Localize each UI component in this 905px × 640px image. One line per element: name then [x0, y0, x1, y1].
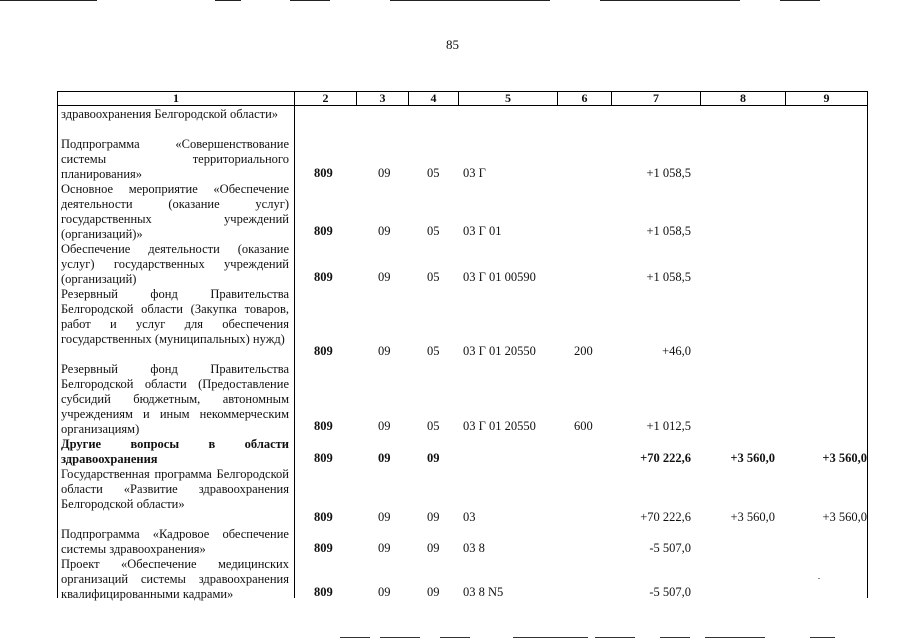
table-row: [58, 527, 867, 557]
row-description: Обеспечение деятельности (оказание услуг) государственных учреждений (организаций): [61, 242, 289, 286]
cell-target-article: 03 Г 01 20550: [463, 419, 536, 433]
cell-subsection: 05: [427, 224, 440, 238]
cell-expense-type: 200: [574, 344, 593, 358]
cell-ministry-code: 809: [314, 344, 333, 358]
table-row: [58, 557, 867, 602]
cell-amount-year2: +3 560,0: [730, 451, 775, 465]
row-description: здравоохранения Белгородской области»: [61, 107, 279, 121]
top-edge-rule: [390, 0, 550, 1]
cell-target-article: 03 8: [463, 541, 485, 555]
cell-amount: +1 058,5: [646, 270, 691, 284]
row-description: Другие вопросы в области здравоохранения: [61, 437, 289, 466]
table-row: [58, 137, 867, 182]
table-row: [58, 437, 867, 467]
header-col-8: 8: [700, 92, 785, 105]
cell-section: 09: [378, 510, 391, 524]
budget-table: [57, 91, 868, 601]
table-header-row: [58, 91, 867, 106]
row-description: Основное мероприятие «Обеспечение деятельности (оказание услуг) государственных учреждений (организаций)»: [61, 182, 289, 241]
bottom-edge-rule: [380, 637, 420, 638]
cell-section: 09: [378, 419, 391, 433]
top-edge-rule: [290, 0, 330, 1]
row-description: Резервный фонд Правительства Белгородской области (Закупка товаров, работ и услуг для обеспечения государственных (муниципальных) нужд): [61, 287, 289, 346]
row-description: Государственная программа Белгородской области «Развитие здравоохранения Белгородской области»: [61, 467, 289, 511]
top-edge-rule: [215, 0, 241, 1]
cell-subsection: 05: [427, 270, 440, 284]
bottom-edge-rule: [660, 637, 690, 638]
cell-ministry-code: 809: [314, 585, 333, 599]
cell-amount-year3: +3 560,0: [822, 510, 867, 524]
bottom-edge-rule: [513, 637, 588, 638]
cell-subsection: 09: [427, 451, 440, 465]
cell-subsection: 05: [427, 419, 440, 433]
cell-ministry-code: 809: [314, 451, 333, 465]
cell-ministry-code: 809: [314, 541, 333, 555]
top-edge-rule: [0, 0, 97, 1]
cell-subsection: 05: [427, 166, 440, 180]
cell-subsection: 09: [427, 541, 440, 555]
cell-target-article: 03: [463, 510, 476, 524]
cell-section: 09: [378, 270, 391, 284]
cell-ministry-code: 809: [314, 166, 333, 180]
table-row: [58, 242, 867, 287]
cell-ministry-code: 809: [314, 510, 333, 524]
cell-target-article: 03 Г: [463, 166, 486, 180]
header-col-4: 4: [408, 92, 458, 105]
cell-amount: +70 222,6: [640, 451, 691, 465]
row-description: Резервный фонд Правительства Белгородской области (Предоставление субсидий бюджетным, автономным учреждениям и иным некоммерческим организациям): [61, 362, 289, 436]
cell-amount-year3: +3 560,0: [822, 451, 867, 465]
cell-section: 09: [378, 166, 391, 180]
cell-amount: +70 222,6: [640, 510, 691, 524]
header-col-2: 2: [294, 92, 356, 105]
cell-amount: +46,0: [662, 344, 691, 358]
cell-target-article: 03 Г 01 20550: [463, 344, 536, 358]
cell-amount: +1 012,5: [646, 419, 691, 433]
page-number: 85: [446, 37, 459, 52]
bottom-edge-rule: [810, 637, 835, 638]
table-row: [58, 287, 867, 362]
header-col-6: 6: [557, 92, 611, 105]
cell-target-article: 03 8 N5: [463, 585, 504, 599]
cell-section: 09: [378, 344, 391, 358]
bottom-edge-rule: [440, 637, 470, 638]
scan-speck: [818, 578, 820, 579]
cell-expense-type: 600: [574, 419, 593, 433]
cell-subsection: 09: [427, 510, 440, 524]
bottom-edge-rule: [705, 637, 765, 638]
bottom-edge-rule: [340, 637, 370, 638]
table-row: [58, 467, 867, 527]
table-row: [58, 107, 867, 137]
cell-amount: -5 507,0: [649, 585, 691, 599]
cell-section: 09: [378, 585, 391, 599]
header-col-3: 3: [356, 92, 408, 105]
cell-ministry-code: 809: [314, 224, 333, 238]
header-col-9: 9: [785, 92, 867, 105]
cell-ministry-code: 809: [314, 270, 333, 284]
top-edge-rule: [780, 0, 820, 1]
table-row: [58, 362, 867, 437]
row-description: Подпрограмма «Кадровое обеспечение системы здравоохранения»: [61, 527, 289, 556]
cell-target-article: 03 Г 01 00590: [463, 270, 536, 284]
cell-amount: +1 058,5: [646, 224, 691, 238]
header-col-1: 1: [173, 91, 179, 105]
cell-subsection: 09: [427, 585, 440, 599]
cell-target-article: 03 Г 01: [463, 224, 502, 238]
header-col-5: 5: [458, 92, 557, 105]
cell-amount-year2: +3 560,0: [730, 510, 775, 524]
cell-subsection: 05: [427, 344, 440, 358]
header-col-7: 7: [611, 92, 700, 105]
row-description: Проект «Обеспечение медицинских организаций системы здравоохранения квалифицированными кадрами»: [61, 557, 289, 601]
cell-section: 09: [378, 541, 391, 555]
table-row: [58, 182, 867, 242]
bottom-edge-rule: [595, 637, 635, 638]
cell-amount: -5 507,0: [649, 541, 691, 555]
cell-amount: +1 058,5: [646, 166, 691, 180]
cell-ministry-code: 809: [314, 419, 333, 433]
cell-section: 09: [378, 224, 391, 238]
top-edge-rule: [600, 0, 740, 1]
cell-section: 09: [378, 451, 391, 465]
row-description: Подпрограмма «Совершенствование системы территориального планирования»: [61, 137, 289, 181]
